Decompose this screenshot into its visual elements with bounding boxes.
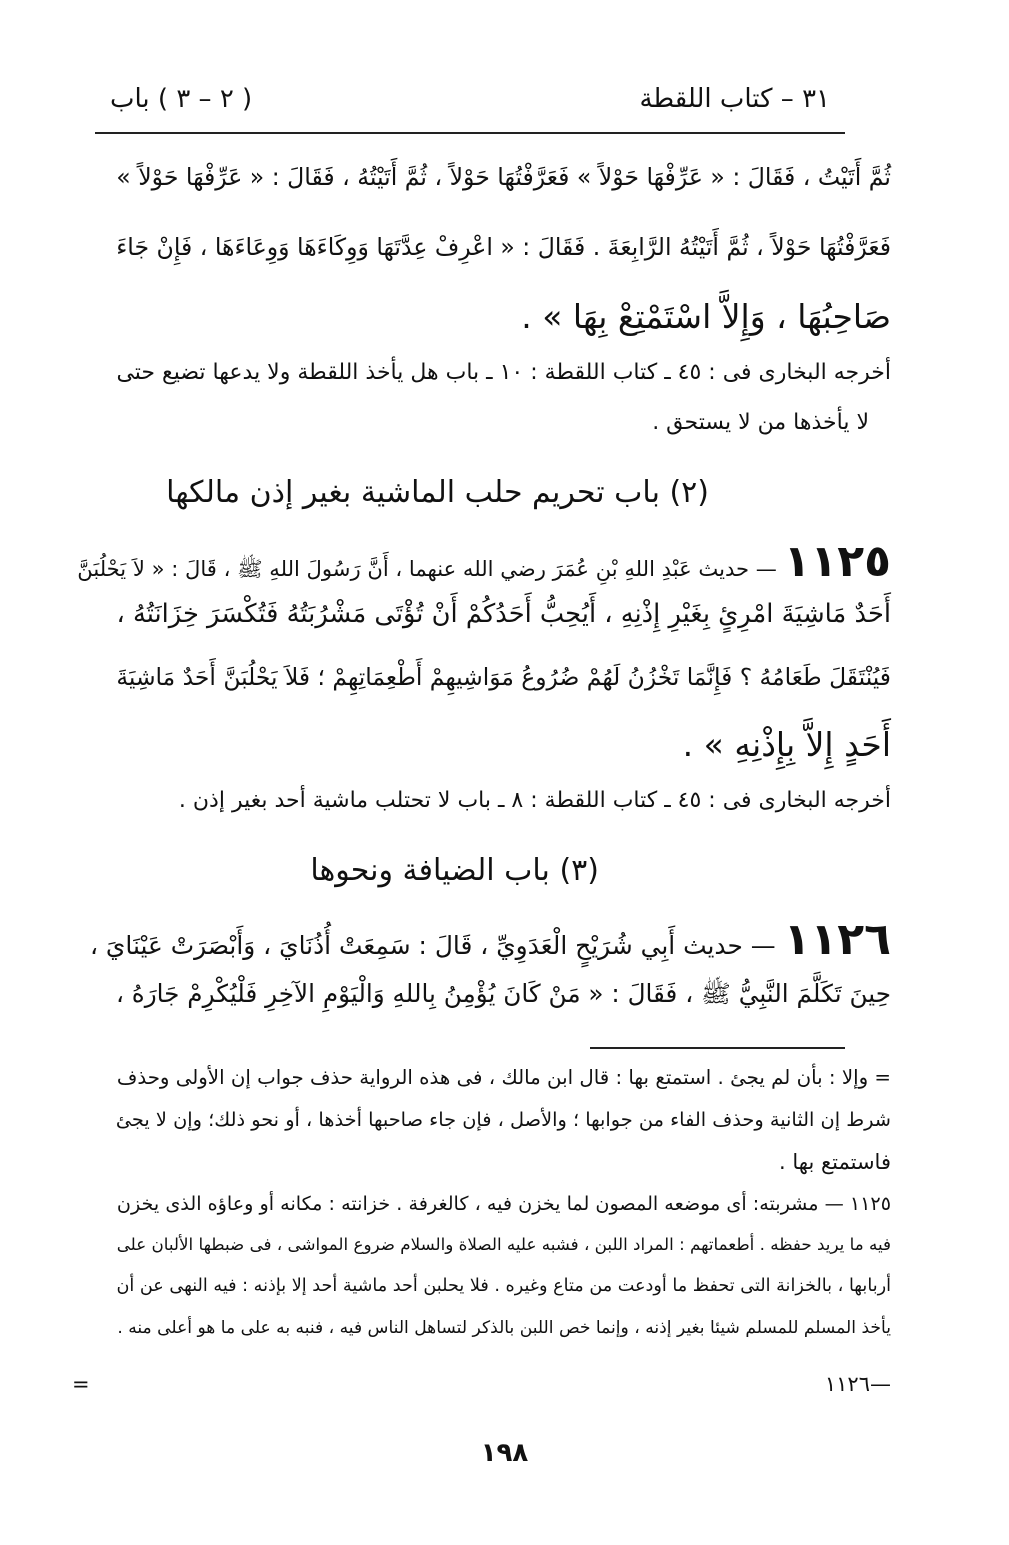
running-header xyxy=(110,84,830,130)
text-line: أَحَدٍ إِلاَّ بِإِذْنِهِ » . xyxy=(682,725,891,764)
footnote-line: فيه ما يريد حفظه . أطعماتهم : المراد اللبن ، فشبه عليه الصلاة والسلام ضروع المواشى ، فى ضبطها الألبان على xyxy=(116,1234,891,1254)
footnote-continues-marker: = xyxy=(72,1372,90,1396)
hadith-opening-line xyxy=(89,914,891,965)
hadith-number: ١١٢٦ xyxy=(783,914,891,965)
source-citation: أخرجه البخارى فى : ٤٥ ـ كتاب اللقطة : ٨ ـ باب لا تحتلب ماشية أحد بغير إذن . xyxy=(178,788,891,813)
source-citation: أخرجه البخارى فى : ٤٥ ـ كتاب اللقطة : ١٠ ـ باب هل يأخذ اللقطة ولا يدعها تضيع حتى xyxy=(116,360,891,385)
footnote-line: شرط إن الثانية وحذف الفاء من جوابها ؛ والأصل ، فإن جاء صاحبها أخذها ، أو نحو ذلك؛ وإن لا يجئ xyxy=(115,1108,891,1131)
footnote-line: يأخذ المسلم للمسلم شيئا بغير إذنه ، وإنما خص اللبن بالذكر لتساهل الناس فيه ، فنبه به على ما هو أعلى منه . xyxy=(117,1318,891,1338)
section-heading: (٣) باب الضيافة ونحوها xyxy=(310,853,599,888)
section-heading: (٢) باب تحريم حلب الماشية بغير إذن مالكها xyxy=(166,475,709,510)
text-line: ثُمَّ أَتَيْتُ ، فَقَالَ : « عَرِّفْهَا حَوْلاً » فَعَرَّفْتُهَا حَوْلاً ، ثُمَّ أَتَيْتُهُ ، فَقَالَ : « عَرِّفْهَا حَوْلاً » xyxy=(116,163,891,191)
text-line: أَحَدٌ مَاشِيَةَ امْرِئٍ بِغَيْرِ إِذْنِهِ ، أَيُحِبُّ أَحَدُكُمْ أَنْ تُؤْتَى مَشْرُبَتُهُ فَتُكْسَرَ خِزَانَتُهُ ، xyxy=(116,599,891,629)
text-line: — حديث أَبِي شُرَيْحٍ الْعَدَوِيِّ ، قَالَ : سَمِعَتْ أُذُنَايَ ، وَأَبْصَرَتْ عَيْنَايَ ، xyxy=(89,931,776,960)
source-citation: لا يأخذها من لا يستحق . xyxy=(652,410,869,435)
footnote-rule xyxy=(590,1047,845,1049)
text-line: — حديث عَبْدِ اللهِ بْنِ عُمَرَ رضي الله عنهما ، أَنَّ رَسُولَ اللهِ ﷺ ، قَالَ : « لاَ يَحْلُبَنَّ xyxy=(77,556,777,581)
text-line: فَيُنْتَقَلَ طَعَامُهُ ؟ فَإِنَّمَا تَخْزُنُ لَهُمْ ضُرُوعُ مَوَاشِيهِمْ أَطْعِمَاتِهِمْ ؛ فَلاَ يَحْلُبَنَّ أَحَدٌ مَاشِيَةَ xyxy=(116,663,891,691)
footnote-line: ١١٢٥ — مشربته: أى موضعه المصون لما يخزن فيه ، كالغرفة . خزانته : مكانه أو وعاؤه الذى يخزن xyxy=(116,1192,891,1215)
text-line: فَعَرَّفْتُهَا حَوْلاً ، ثُمَّ أَتَيْتُهُ الرَّابِعَةَ . فَقَالَ : « اعْرِفْ عِدَّتَهَا وَوِكَاءَهَا وَوِعَاءَهَا ، فَإِنْ جَاءَ xyxy=(116,233,891,261)
header-section-range: ( ٢ – ٣ ) باب xyxy=(110,84,253,114)
footnote-line: فاستمتع بها . xyxy=(779,1150,891,1174)
text-line: حِينَ تَكَلَّمَ النَّبِيُّ ﷺ ، فَقَالَ : « مَنْ كَانَ يُؤْمِنُ بِاللهِ وَالْيَوْمِ الآخِرِ فَلْيُكْرِمْ جَارَهُ ، xyxy=(115,979,891,1008)
text-line: صَاحِبُهَا ، وَإِلاَّ اسْتَمْتِعْ بِهَا » . xyxy=(521,297,891,336)
footnote-line: أربابها ، بالخزانة التى تحفظ ما أودعت من متاع وغيره . فلا يحلبن أحد ماشية أحد إلا بإذنه : فيه النهى عن أن xyxy=(116,1276,891,1296)
footnote-line: = وإلا : بأن لم يجئ . استمتع بها : قال ابن مالك ، فى هذه الرواية حذف جواب إن الأولى وحذف xyxy=(116,1066,891,1089)
hadith-number: ١١٢٥ xyxy=(783,536,891,587)
header-rule xyxy=(95,132,845,134)
hadith-opening-line xyxy=(77,536,891,587)
page-number: ١٩٨ xyxy=(480,1438,529,1468)
footnote-continuation-marker: ١١٢٦— xyxy=(824,1372,891,1396)
header-chapter-title: ٣١ – كتاب اللقطة xyxy=(639,84,830,114)
